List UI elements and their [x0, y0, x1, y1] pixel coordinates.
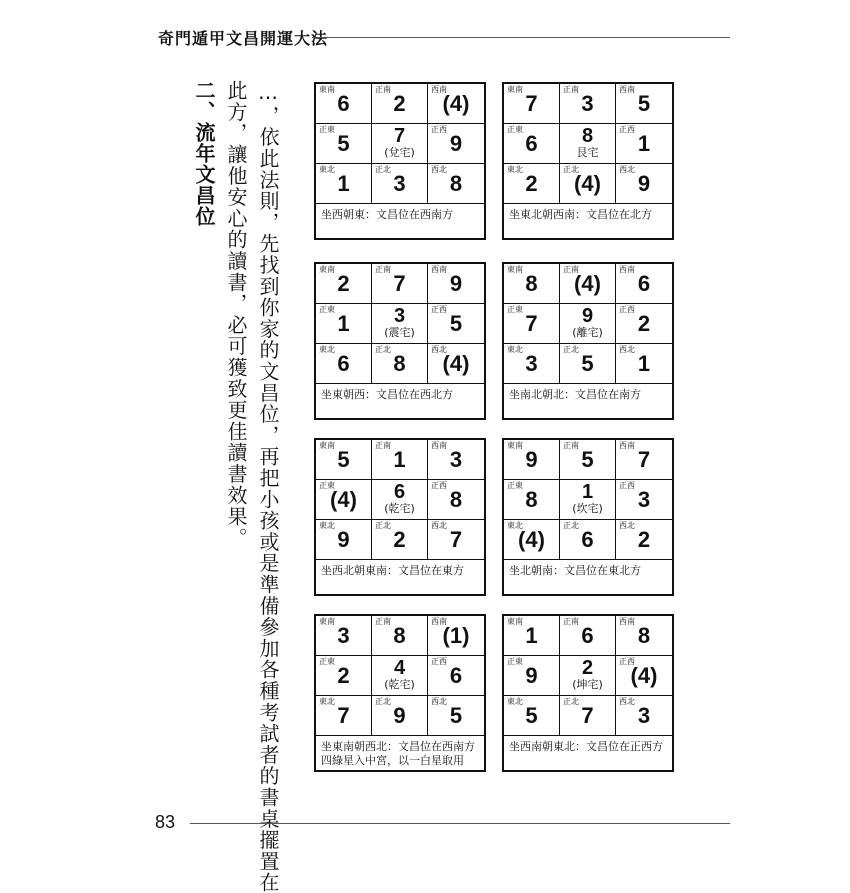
chart-caption: 坐東北朝西南：文昌位在北方: [509, 208, 652, 221]
house-type-label: 艮宅: [576, 146, 599, 159]
star-number: 7: [525, 91, 538, 116]
chart-caption: 坐西朝東：文昌位在西南方: [321, 208, 453, 221]
direction-label: 正西: [619, 305, 635, 314]
direction-label: 正北: [375, 521, 391, 530]
palace-cell: [428, 124, 484, 164]
direction-label: 正東: [507, 305, 523, 314]
palace-cell: [560, 84, 616, 124]
palace-cell: [428, 520, 484, 560]
center-palace-cell: [372, 480, 428, 520]
star-number: 1: [581, 481, 594, 503]
palace-cell: [316, 84, 372, 124]
palace-cell: [316, 304, 372, 344]
direction-label: 西南: [619, 265, 635, 274]
palace-cell: [616, 304, 672, 344]
direction-label: 正南: [563, 441, 579, 450]
star-number: 6: [581, 623, 594, 648]
center-palace-cell: [560, 124, 616, 164]
star-number: 6: [449, 663, 463, 688]
palace-cell: [616, 344, 672, 384]
palace-cell: [504, 480, 560, 520]
star-number: 2: [393, 91, 406, 116]
star-number: 9: [525, 663, 538, 688]
direction-label: 正北: [563, 345, 579, 354]
house-chart: [314, 614, 486, 772]
direction-label: 西北: [619, 165, 635, 174]
palace-cell: [428, 264, 484, 304]
direction-label: 正東: [319, 657, 335, 666]
center-palace-cell: [560, 656, 616, 696]
direction-label: 西北: [431, 165, 447, 174]
palace-cell: [428, 480, 484, 520]
star-number: 7: [393, 271, 406, 296]
palace-cell: [428, 304, 484, 344]
direction-label: 東南: [507, 441, 523, 450]
palace-cell: [316, 164, 372, 204]
center-palace-cell: [372, 304, 428, 344]
direction-label: 正東: [319, 125, 335, 134]
star-number: 1: [525, 623, 538, 648]
direction-label: 西北: [431, 521, 447, 530]
nine-palace-grid: [504, 84, 672, 204]
star-number: 2: [337, 271, 350, 296]
chart-caption: 坐北朝南：文昌位在東北方: [509, 564, 641, 577]
palace-cell: [428, 164, 484, 204]
chart-caption: 坐南北朝北：文昌位在南方: [509, 388, 641, 401]
star-number: 1: [393, 447, 406, 472]
palace-cell: [616, 480, 672, 520]
star-number: 7: [581, 703, 594, 728]
direction-label: 正西: [431, 125, 447, 134]
direction-label: 東北: [507, 521, 523, 530]
star-number: 5: [637, 91, 651, 116]
star-number: 6: [581, 527, 594, 552]
direction-label: 正南: [563, 85, 579, 94]
star-number: 2: [637, 311, 651, 336]
direction-label: 西北: [619, 697, 635, 706]
star-number: 2: [337, 663, 350, 688]
star-number: 7: [449, 527, 463, 552]
chart-caption: 坐西北朝東南：文昌位在東方: [321, 564, 464, 577]
star-number: 8: [393, 351, 406, 376]
palace-cell: [616, 124, 672, 164]
star-number: 9: [449, 131, 463, 156]
star-number: 5: [525, 703, 538, 728]
house-chart: [502, 82, 674, 240]
direction-label: 正北: [563, 521, 579, 530]
direction-label: 東南: [507, 265, 523, 274]
star-number: (4): [574, 271, 601, 296]
direction-label: 東南: [507, 617, 523, 626]
palace-cell: [372, 344, 428, 384]
star-number: 8: [393, 623, 406, 648]
chart-caption: 坐東南朝西北：文昌位在西南方: [321, 740, 475, 753]
star-number: 9: [581, 305, 594, 327]
star-number: 9: [525, 447, 538, 472]
direction-label: 正南: [375, 85, 391, 94]
direction-label: 正西: [431, 481, 447, 490]
center-palace-cell: [560, 304, 616, 344]
palace-cell: [372, 164, 428, 204]
star-number: 5: [581, 351, 594, 376]
palace-cell: [504, 440, 560, 480]
direction-label: 東北: [507, 345, 523, 354]
house-chart: [314, 438, 486, 596]
star-number: 8: [525, 487, 538, 512]
star-number: 7: [337, 703, 350, 728]
star-number: 6: [393, 481, 406, 503]
nine-palace-grid: [504, 264, 672, 384]
star-number: 5: [337, 447, 350, 472]
palace-cell: [504, 616, 560, 656]
palace-cell: [616, 440, 672, 480]
direction-label: 西南: [431, 265, 447, 274]
star-number: 4: [393, 657, 406, 679]
direction-label: 正北: [563, 697, 579, 706]
star-number: 1: [637, 131, 651, 156]
palace-cell: [504, 264, 560, 304]
palace-cell: [560, 440, 616, 480]
star-number: 8: [449, 171, 463, 196]
star-number: 3: [581, 91, 594, 116]
palace-cell: [504, 696, 560, 736]
direction-label: 東南: [507, 85, 523, 94]
direction-label: 正西: [619, 125, 635, 134]
palace-cell: [560, 520, 616, 560]
star-number: 7: [637, 447, 651, 472]
house-type-label: (兌宅): [384, 146, 415, 159]
star-number: 2: [393, 527, 406, 552]
direction-label: 正東: [507, 125, 523, 134]
direction-label: 西北: [619, 345, 635, 354]
palace-cell: [504, 304, 560, 344]
house-chart: [502, 262, 674, 420]
section-title: 二、流年文昌位: [192, 80, 216, 227]
direction-label: 正西: [619, 657, 635, 666]
house-type-label: (乾宅): [384, 678, 415, 691]
star-number: 3: [637, 487, 651, 512]
house-type-label: (乾宅): [384, 502, 415, 515]
direction-label: 正南: [375, 265, 391, 274]
palace-cell: [316, 616, 372, 656]
palace-cell: [616, 164, 672, 204]
star-number: (4): [574, 171, 601, 196]
house-chart: [314, 82, 486, 240]
star-number: 8: [449, 487, 463, 512]
star-number: 9: [337, 527, 350, 552]
direction-label: 東南: [319, 441, 335, 450]
palace-cell: [372, 440, 428, 480]
direction-label: 西南: [431, 441, 447, 450]
body-text-line-1: …，依此法則，先找到你家的文昌位，再把小孩或是準備參加各種考試者的書桌擺置在: [256, 80, 280, 893]
center-palace-cell: [372, 124, 428, 164]
nine-palace-grid: [504, 440, 672, 560]
star-number: 2: [581, 657, 594, 679]
palace-cell: [316, 344, 372, 384]
palace-cell: [372, 520, 428, 560]
nine-palace-grid: [316, 84, 484, 204]
direction-label: 東南: [319, 265, 335, 274]
direction-label: 西北: [431, 345, 447, 354]
star-number: 8: [637, 623, 651, 648]
star-number: 2: [525, 171, 538, 196]
direction-label: 正南: [375, 441, 391, 450]
star-number: 3: [637, 703, 651, 728]
star-number: (4): [330, 487, 357, 512]
direction-label: 正南: [563, 265, 579, 274]
center-palace-cell: [560, 480, 616, 520]
direction-label: 正西: [619, 481, 635, 490]
palace-cell: [372, 84, 428, 124]
direction-label: 正北: [375, 697, 391, 706]
direction-label: 西北: [619, 521, 635, 530]
star-number: (4): [630, 663, 658, 688]
palace-cell: [428, 616, 484, 656]
star-number: 7: [525, 311, 538, 336]
palace-cell: [504, 344, 560, 384]
star-number: 1: [637, 351, 651, 376]
palace-cell: [372, 696, 428, 736]
palace-cell: [316, 264, 372, 304]
star-number: 9: [393, 703, 406, 728]
star-number: 1: [337, 311, 350, 336]
star-number: 8: [581, 125, 594, 147]
direction-label: 東北: [507, 165, 523, 174]
house-type-label: (震宅): [384, 326, 415, 339]
house-chart: [502, 614, 674, 772]
star-number: 3: [393, 305, 406, 327]
direction-label: 東北: [319, 521, 335, 530]
header-rule: [312, 37, 730, 38]
direction-label: 西南: [619, 441, 635, 450]
palace-cell: [316, 656, 372, 696]
direction-label: 東南: [319, 617, 335, 626]
star-number: 5: [449, 703, 463, 728]
chart-caption: 坐西南朝東北：文昌位在正西方: [509, 740, 663, 753]
house-type-label: (離宅): [572, 326, 603, 339]
palace-cell: [428, 84, 484, 124]
star-number: (4): [442, 351, 470, 376]
star-number: 3: [525, 351, 538, 376]
house-type-label: (坎宅): [572, 502, 603, 515]
palace-cell: [504, 164, 560, 204]
direction-label: 西南: [619, 85, 635, 94]
star-number: 5: [449, 311, 463, 336]
star-number: (4): [442, 91, 470, 116]
direction-label: 東南: [319, 85, 335, 94]
house-chart: [314, 262, 486, 420]
palace-cell: [504, 84, 560, 124]
palace-cell: [616, 84, 672, 124]
palace-cell: [316, 696, 372, 736]
palace-cell: [372, 616, 428, 656]
star-number: 3: [337, 623, 350, 648]
nine-palace-grid: [316, 616, 484, 736]
direction-label: 西北: [431, 697, 447, 706]
direction-label: 正東: [319, 305, 335, 314]
star-number: 5: [581, 447, 594, 472]
direction-label: 正南: [563, 617, 579, 626]
palace-cell: [372, 264, 428, 304]
palace-cell: [316, 124, 372, 164]
direction-label: 西南: [431, 85, 447, 94]
star-number: 6: [525, 131, 538, 156]
palace-cell: [428, 440, 484, 480]
running-header-title: 奇門遁甲文昌開運大法: [158, 29, 329, 48]
palace-cell: [616, 616, 672, 656]
star-number: 8: [525, 271, 538, 296]
palace-cell: [504, 124, 560, 164]
direction-label: 東北: [507, 697, 523, 706]
palace-cell: [504, 520, 560, 560]
direction-label: 正南: [375, 617, 391, 626]
center-palace-cell: [372, 656, 428, 696]
direction-label: 西南: [619, 617, 635, 626]
star-number: 3: [449, 447, 463, 472]
nine-palace-grid: [504, 616, 672, 736]
direction-label: 正東: [507, 657, 523, 666]
palace-cell: [428, 656, 484, 696]
palace-cell: [428, 344, 484, 384]
palace-cell: [560, 344, 616, 384]
star-number: 9: [637, 171, 651, 196]
chart-caption: 坐東朝西：文昌位在西北方: [321, 388, 453, 401]
star-number: 2: [637, 527, 651, 552]
palace-cell: [616, 264, 672, 304]
direction-label: 正北: [563, 165, 579, 174]
direction-label: 正北: [375, 165, 391, 174]
palace-cell: [428, 696, 484, 736]
direction-label: 東北: [319, 697, 335, 706]
palace-cell: [316, 480, 372, 520]
direction-label: 正西: [431, 657, 447, 666]
palace-cell: [560, 264, 616, 304]
direction-label: 東北: [319, 345, 335, 354]
direction-label: 正北: [375, 345, 391, 354]
nine-palace-grid: [316, 264, 484, 384]
star-number: 6: [637, 271, 651, 296]
house-chart: [502, 438, 674, 596]
direction-label: 西南: [431, 617, 447, 626]
star-number: 5: [337, 131, 350, 156]
palace-cell: [560, 696, 616, 736]
page-number: 83: [155, 812, 176, 832]
footer-rule: [190, 823, 730, 824]
palace-cell: [560, 616, 616, 656]
star-number: 9: [449, 271, 463, 296]
chart-caption-note: 四綠星入中宮，以一白星取用: [321, 754, 464, 767]
house-type-label: (坤宅): [572, 678, 603, 691]
palace-cell: [616, 520, 672, 560]
direction-label: 正東: [507, 481, 523, 490]
palace-cell: [560, 164, 616, 204]
star-number: 1: [337, 171, 350, 196]
star-number: (4): [518, 527, 545, 552]
nine-palace-grid: [316, 440, 484, 560]
palace-cell: [616, 696, 672, 736]
palace-cell: [316, 440, 372, 480]
star-number: 6: [337, 351, 350, 376]
direction-label: 正西: [431, 305, 447, 314]
palace-cell: [616, 656, 672, 696]
palace-cell: [504, 656, 560, 696]
star-number: 7: [393, 125, 406, 147]
star-number: 3: [393, 171, 406, 196]
body-text-line-2: 此方，讓他安心的讀書，必可獲致更佳讀書效果。: [224, 80, 248, 549]
direction-label: 正東: [319, 481, 335, 490]
star-number: (1): [442, 623, 470, 648]
palace-cell: [316, 520, 372, 560]
star-number: 6: [337, 91, 350, 116]
direction-label: 東北: [319, 165, 335, 174]
